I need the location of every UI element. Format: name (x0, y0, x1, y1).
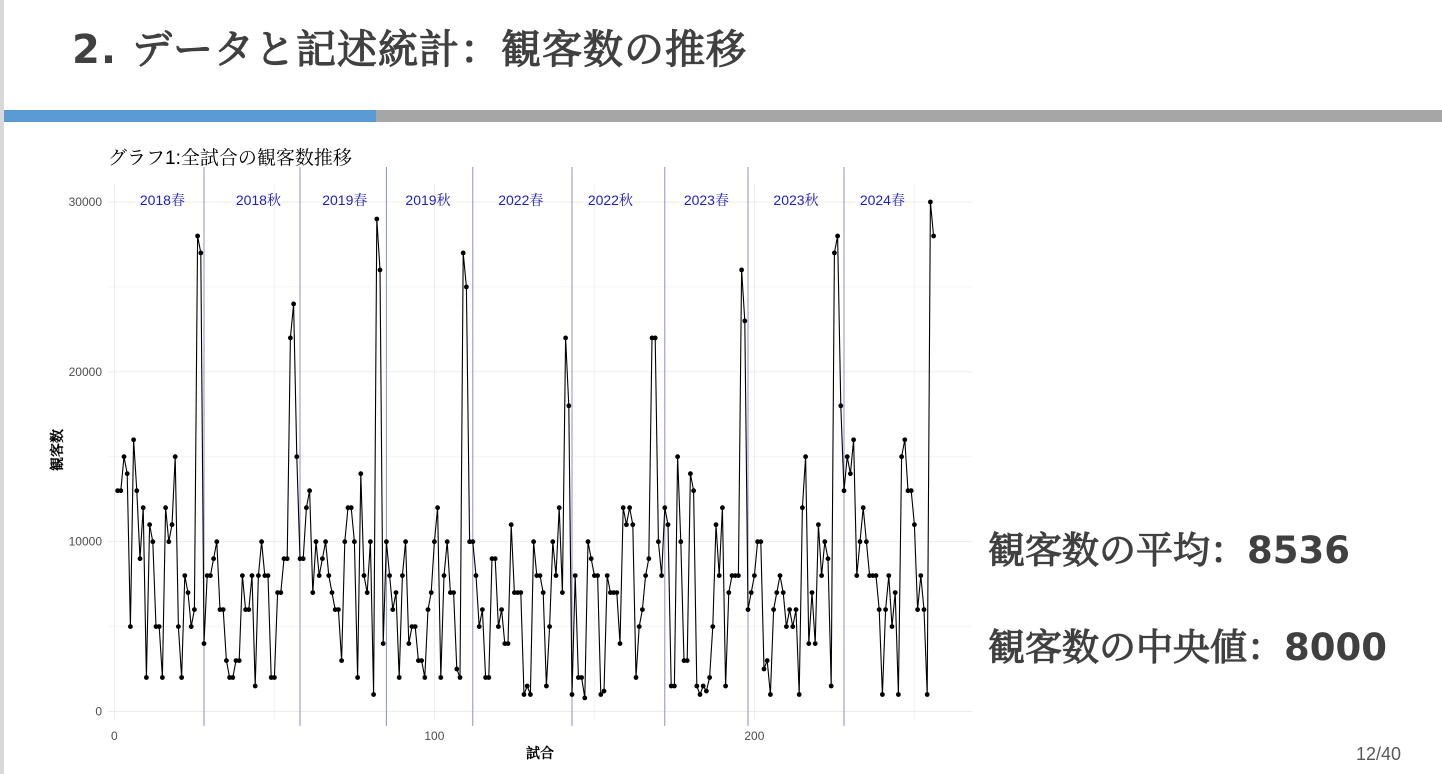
data-point (426, 607, 431, 612)
data-point (816, 522, 821, 527)
data-point (384, 539, 389, 544)
data-point (803, 454, 808, 459)
data-point (186, 590, 191, 595)
y-axis-label: 観客数 (49, 429, 65, 471)
data-point (765, 658, 770, 663)
data-point (237, 658, 242, 663)
data-point (240, 573, 245, 578)
data-point (579, 675, 584, 680)
data-point (710, 624, 715, 629)
data-point (918, 573, 923, 578)
data-point (477, 624, 482, 629)
data-point (909, 488, 914, 493)
data-point (358, 471, 363, 476)
data-point (749, 590, 754, 595)
data-point (874, 573, 879, 578)
data-point (525, 684, 530, 689)
data-point (707, 675, 712, 680)
data-point (531, 539, 536, 544)
data-point (928, 200, 933, 205)
data-point (173, 454, 178, 459)
data-point (726, 590, 731, 595)
data-point (723, 684, 728, 689)
data-point (890, 624, 895, 629)
season-label: 2018春 (139, 192, 185, 208)
data-point (378, 268, 383, 273)
data-point (394, 590, 399, 595)
data-point (714, 522, 719, 527)
x-tick-label: 200 (744, 729, 765, 743)
data-point (896, 692, 901, 697)
data-point (301, 556, 306, 561)
data-point (797, 692, 802, 697)
data-point (163, 505, 168, 510)
data-point (858, 539, 863, 544)
data-point (877, 607, 882, 612)
data-point (461, 251, 466, 256)
data-point (605, 573, 610, 578)
data-point (294, 454, 299, 459)
data-point (435, 505, 440, 510)
data-point (451, 590, 456, 595)
season-label: 2024春 (859, 192, 905, 208)
data-point (698, 692, 703, 697)
data-point (922, 607, 927, 612)
data-point (406, 641, 411, 646)
data-point (506, 641, 511, 646)
data-point (198, 251, 203, 256)
data-point (602, 689, 607, 694)
data-point (832, 251, 837, 256)
data-point (365, 590, 370, 595)
data-point (349, 505, 354, 510)
data-point (403, 539, 408, 544)
data-point (320, 556, 325, 561)
data-point (678, 539, 683, 544)
data-point (330, 590, 335, 595)
data-point (400, 573, 405, 578)
data-point (931, 234, 936, 239)
data-point (160, 675, 165, 680)
data-point (189, 624, 194, 629)
data-point (637, 624, 642, 629)
y-tick-label: 20000 (68, 364, 102, 379)
data-point (675, 454, 680, 459)
data-point (454, 667, 459, 672)
data-point (618, 641, 623, 646)
data-point (272, 675, 277, 680)
attendance-line-chart (40, 138, 980, 770)
data-point (208, 573, 213, 578)
season-label: 2019秋 (405, 192, 451, 208)
data-point (854, 573, 859, 578)
data-point (157, 624, 162, 629)
data-point (496, 624, 501, 629)
data-point (246, 607, 251, 612)
data-point (752, 573, 757, 578)
data-point (819, 573, 824, 578)
data-point (253, 684, 258, 689)
data-point (566, 403, 571, 408)
data-point (192, 607, 197, 612)
data-point (778, 573, 783, 578)
median-attendance-stat: 観客数の中央値：8000 (988, 626, 1387, 669)
data-point (864, 539, 869, 544)
data-point (397, 675, 402, 680)
data-point (586, 539, 591, 544)
data-point (621, 505, 626, 510)
data-point (800, 505, 805, 510)
data-point (630, 522, 635, 527)
data-point (221, 607, 226, 612)
data-point (307, 488, 312, 493)
data-point (640, 607, 645, 612)
data-point (429, 590, 434, 595)
data-point (288, 336, 293, 341)
data-point (768, 692, 773, 697)
data-point (422, 675, 427, 680)
data-point (374, 217, 379, 222)
season-label: 2023春 (683, 192, 729, 208)
data-point (842, 488, 847, 493)
season-label: 2019春 (322, 192, 368, 208)
data-point (368, 539, 373, 544)
data-point (381, 641, 386, 646)
data-point (672, 684, 677, 689)
data-point (170, 522, 175, 527)
data-point (550, 539, 555, 544)
data-point (656, 539, 661, 544)
data-point (838, 403, 843, 408)
data-point (810, 590, 815, 595)
data-point (147, 522, 152, 527)
data-point (595, 573, 600, 578)
data-point (442, 573, 447, 578)
data-point (445, 539, 450, 544)
data-point (573, 573, 578, 578)
data-point (541, 590, 546, 595)
data-point (352, 539, 357, 544)
data-point (285, 556, 290, 561)
data-point (720, 505, 725, 510)
data-point (893, 590, 898, 595)
data-point (544, 684, 549, 689)
data-point (176, 624, 181, 629)
data-point (902, 437, 907, 442)
data-point (784, 624, 789, 629)
y-tick-label: 0 (95, 704, 102, 719)
data-point (499, 607, 504, 612)
data-point (806, 641, 811, 646)
data-point (336, 607, 341, 612)
data-point (202, 641, 207, 646)
title-divider (376, 110, 1442, 122)
data-point (131, 437, 136, 442)
data-point (438, 675, 443, 680)
data-point (742, 319, 747, 324)
data-point (518, 590, 523, 595)
title-divider-accent (4, 110, 376, 122)
data-point (762, 667, 767, 672)
data-point (470, 539, 475, 544)
data-point (563, 336, 568, 341)
data-point (912, 522, 917, 527)
data-point (925, 692, 930, 697)
data-point (474, 573, 479, 578)
data-point (342, 539, 347, 544)
data-point (880, 692, 885, 697)
data-point (915, 607, 920, 612)
data-point (230, 675, 235, 680)
data-point (224, 658, 229, 663)
data-point (560, 590, 565, 595)
data-point (570, 692, 575, 697)
data-point (128, 624, 133, 629)
data-point (138, 556, 143, 561)
data-point (528, 692, 533, 697)
data-point (256, 573, 261, 578)
data-point (326, 573, 331, 578)
data-point (291, 302, 296, 307)
data-point (480, 607, 485, 612)
data-point (646, 556, 651, 561)
data-point (554, 573, 559, 578)
data-point (211, 556, 216, 561)
data-point (323, 539, 328, 544)
data-point (182, 573, 187, 578)
data-point (118, 488, 123, 493)
data-point (774, 590, 779, 595)
data-point (787, 607, 792, 612)
data-point (848, 471, 853, 476)
x-tick-label: 100 (424, 729, 445, 743)
data-point (339, 658, 344, 663)
data-point (822, 539, 827, 544)
data-point (195, 234, 200, 239)
data-point (781, 590, 786, 595)
data-point (746, 607, 751, 612)
data-point (310, 590, 315, 595)
data-point (493, 556, 498, 561)
season-label: 2022秋 (587, 192, 633, 208)
data-point (314, 539, 319, 544)
series-line (118, 202, 934, 698)
data-point (813, 641, 818, 646)
data-point (557, 505, 562, 510)
data-point (614, 590, 619, 595)
data-point (835, 234, 840, 239)
y-tick-label: 30000 (68, 194, 102, 209)
data-point (278, 590, 283, 595)
y-tick-label: 10000 (68, 534, 102, 549)
data-point (739, 268, 744, 273)
data-point (634, 675, 639, 680)
data-point (214, 539, 219, 544)
season-label: 2023秋 (773, 192, 819, 208)
data-point (419, 658, 424, 663)
data-point (266, 573, 271, 578)
x-axis-label: 試合 (526, 745, 554, 761)
data-point (547, 624, 552, 629)
season-label: 2022春 (498, 192, 544, 208)
data-point (464, 285, 469, 290)
data-point (432, 539, 437, 544)
mean-attendance-stat: 観客数の平均：8536 (988, 529, 1350, 572)
data-point (125, 471, 130, 476)
data-point (794, 607, 799, 612)
data-point (509, 522, 514, 527)
x-tick-label: 0 (111, 729, 118, 743)
data-point (691, 488, 696, 493)
data-point (694, 684, 699, 689)
season-label: 2018秋 (235, 192, 281, 208)
data-point (899, 454, 904, 459)
data-point (861, 505, 866, 510)
data-point (627, 505, 632, 510)
data-point (134, 488, 139, 493)
data-point (141, 505, 146, 510)
data-point (371, 692, 376, 697)
data-point (259, 539, 264, 544)
data-point (362, 573, 367, 578)
page-number: 12/40 (1356, 744, 1402, 764)
data-point (179, 675, 184, 680)
data-point (387, 573, 392, 578)
data-point (717, 573, 722, 578)
data-point (886, 573, 891, 578)
data-point (413, 624, 418, 629)
data-point (883, 607, 888, 612)
data-point (829, 684, 834, 689)
data-point (771, 607, 776, 612)
data-point (659, 573, 664, 578)
data-point (166, 539, 171, 544)
data-point (150, 539, 155, 544)
data-point (250, 573, 255, 578)
chart-title: グラフ1:全試合の観客数推移 (108, 148, 352, 169)
data-point (486, 675, 491, 680)
data-point (736, 573, 741, 578)
attendance-series (115, 200, 936, 701)
data-point (790, 624, 795, 629)
data-point (851, 437, 856, 442)
data-point (845, 454, 850, 459)
slide-title: 2. データと記述統計：観客数の推移 (72, 27, 747, 73)
data-point (826, 556, 831, 561)
data-point (582, 696, 587, 701)
data-point (758, 539, 763, 544)
data-point (643, 573, 648, 578)
data-point (688, 471, 693, 476)
data-point (122, 454, 127, 459)
data-point (666, 522, 671, 527)
data-point (317, 573, 322, 578)
data-point (653, 336, 658, 341)
data-point (624, 522, 629, 527)
data-point (390, 607, 395, 612)
data-point (355, 675, 360, 680)
data-point (589, 556, 594, 561)
data-point (704, 689, 709, 694)
data-point (522, 692, 527, 697)
data-point (662, 505, 667, 510)
data-point (538, 573, 543, 578)
data-point (458, 675, 463, 680)
data-point (685, 658, 690, 663)
data-point (701, 684, 706, 689)
data-point (304, 505, 309, 510)
data-point (144, 675, 149, 680)
